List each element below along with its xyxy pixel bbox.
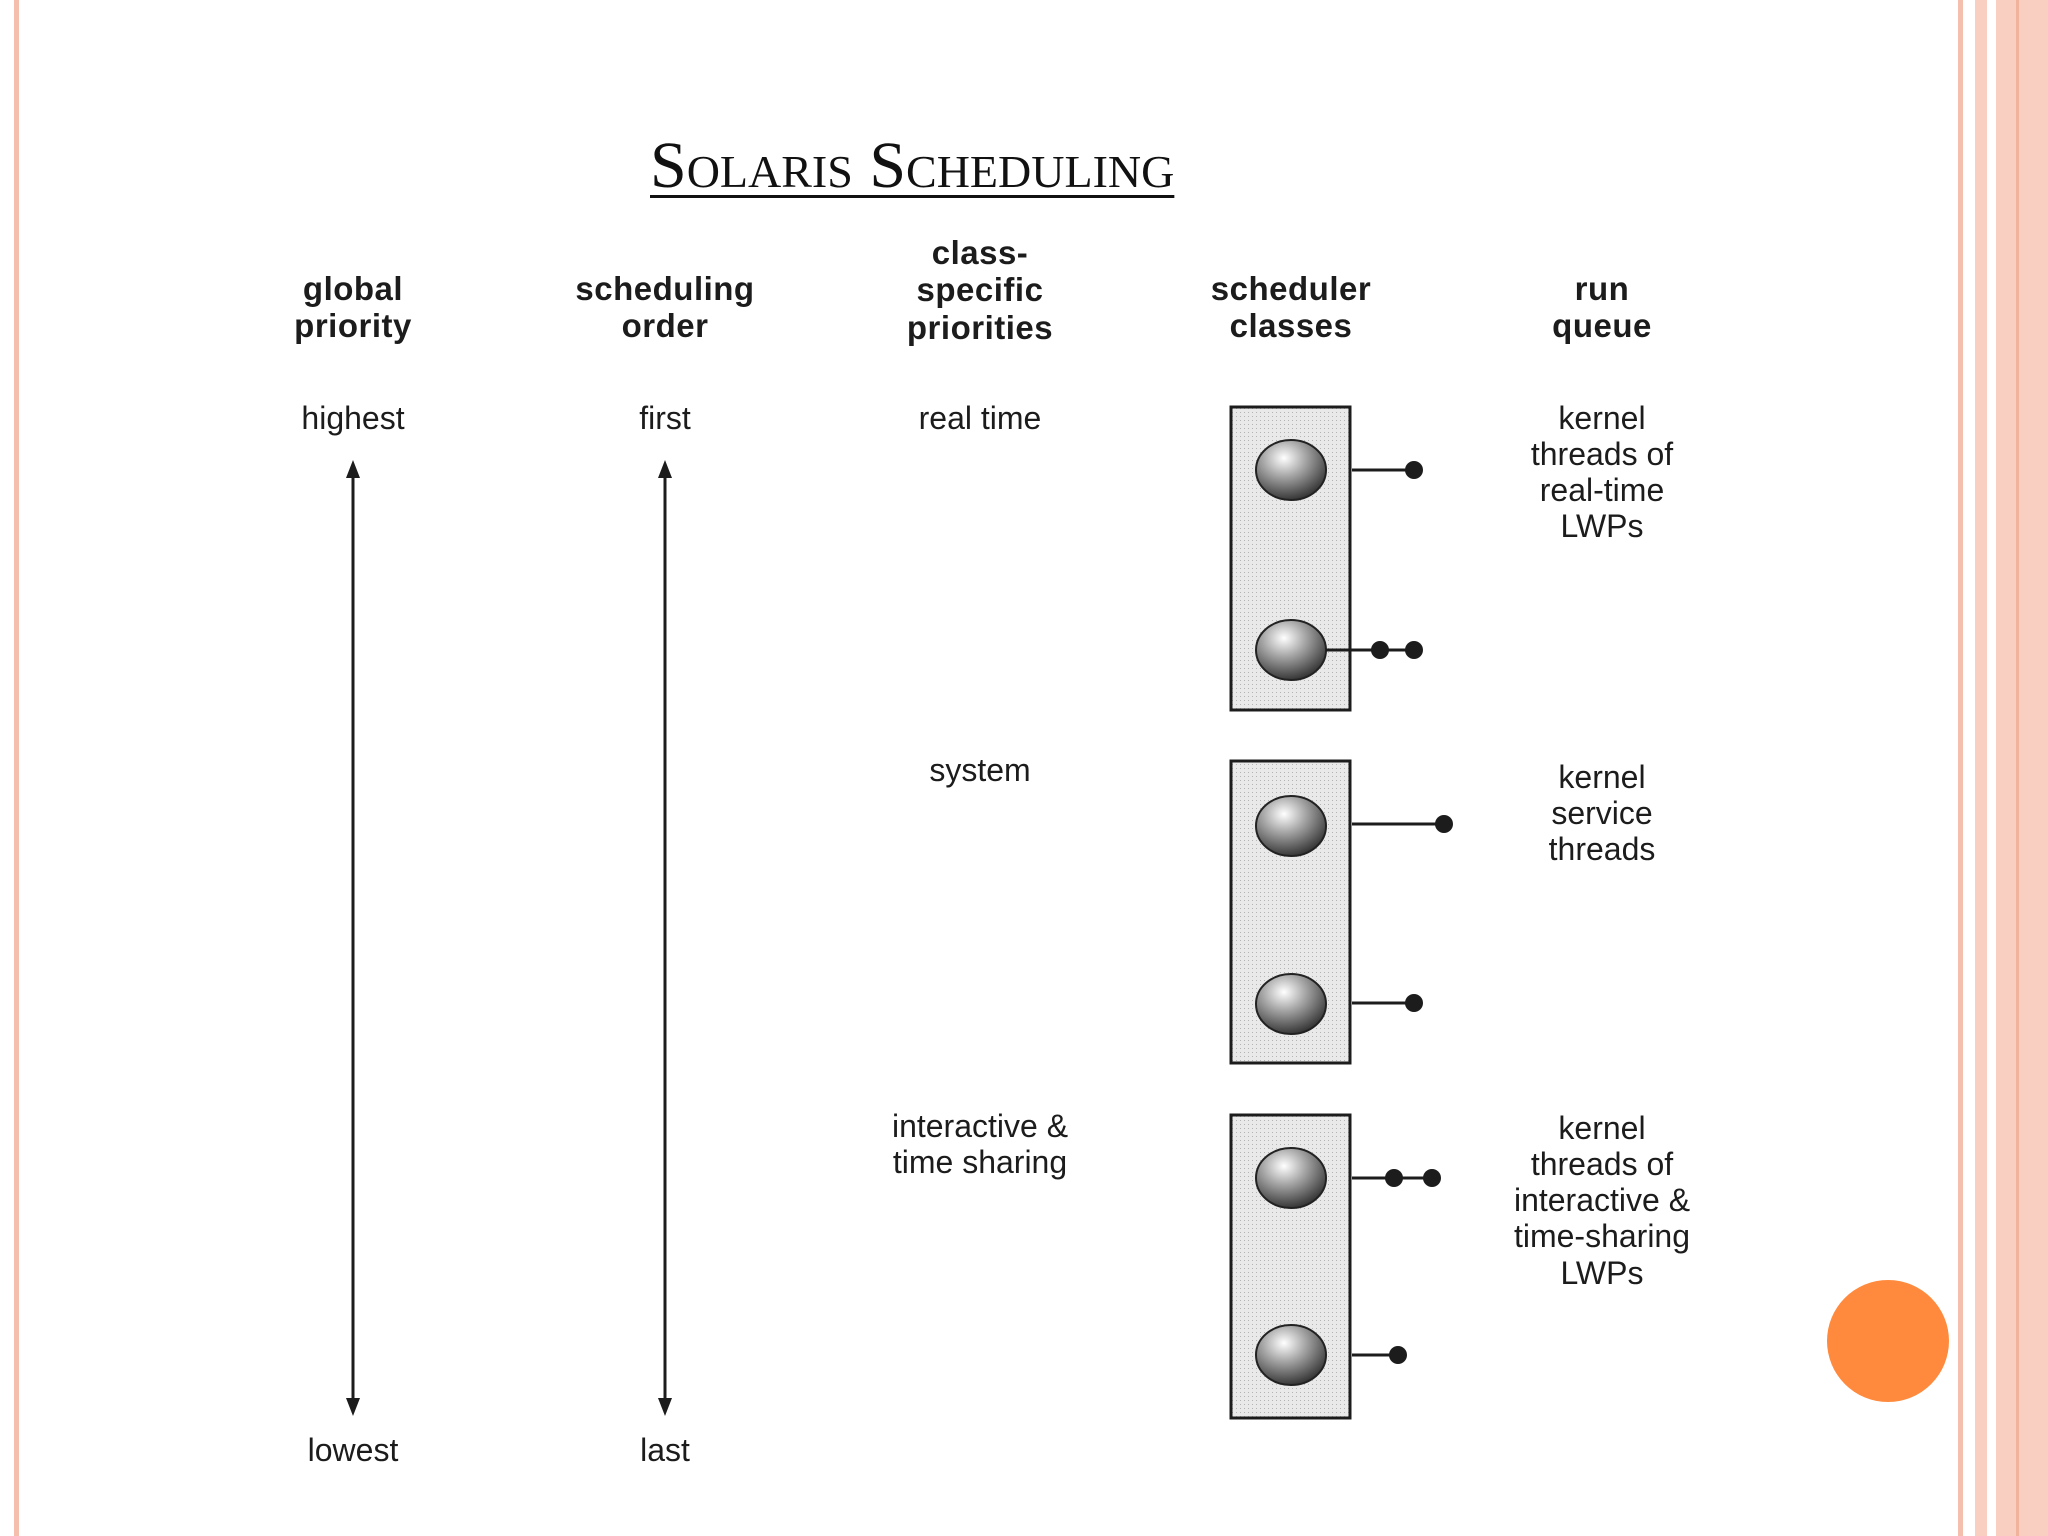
priority-ball xyxy=(1256,1148,1326,1208)
priority-ball xyxy=(1256,620,1326,680)
thread-dot xyxy=(1435,815,1453,833)
header-global-priority: global priority xyxy=(294,270,412,345)
thread-dot xyxy=(1405,461,1423,479)
header-class-specific-priorities: class- specific priorities xyxy=(906,234,1054,346)
queue-link xyxy=(1352,815,1453,833)
scheduling-order-arrow xyxy=(658,460,672,1416)
slide-title: Solaris Scheduling xyxy=(650,129,1175,202)
priority-ball xyxy=(1256,796,1326,856)
class-label-interactive: interactive & time sharing xyxy=(891,1108,1069,1181)
global-priority-arrow xyxy=(346,460,360,1416)
run-queue-real-time: kernel threads of real-time LWPs xyxy=(1530,400,1674,545)
label-first: first xyxy=(639,400,691,436)
thread-dot xyxy=(1371,641,1389,659)
queue-link xyxy=(1352,1346,1407,1364)
class-label-real-time: real time xyxy=(918,400,1042,436)
priority-ball xyxy=(1256,974,1326,1034)
label-highest: highest xyxy=(301,400,405,436)
thread-dot xyxy=(1423,1169,1441,1187)
header-run-queue: run queue xyxy=(1552,270,1652,345)
run-queue-interactive: kernel threads of interactive & time-sharing LWPs xyxy=(1513,1110,1691,1291)
class-label-system: system xyxy=(929,752,1031,788)
thread-dot xyxy=(1385,1169,1403,1187)
priority-ball xyxy=(1256,1325,1326,1385)
priority-ball xyxy=(1256,440,1326,500)
thread-dot xyxy=(1405,994,1423,1012)
queue-link xyxy=(1352,994,1423,1012)
thread-dot xyxy=(1389,1346,1407,1364)
thread-dot xyxy=(1405,641,1423,659)
label-last: last xyxy=(640,1432,690,1468)
label-lowest: lowest xyxy=(307,1432,399,1468)
header-scheduling-order: scheduling order xyxy=(575,270,755,345)
header-scheduler-classes: scheduler classes xyxy=(1210,270,1372,345)
queue-link xyxy=(1352,461,1423,479)
queue-link xyxy=(1352,1169,1441,1187)
run-queue-system: kernel service threads xyxy=(1548,759,1656,868)
